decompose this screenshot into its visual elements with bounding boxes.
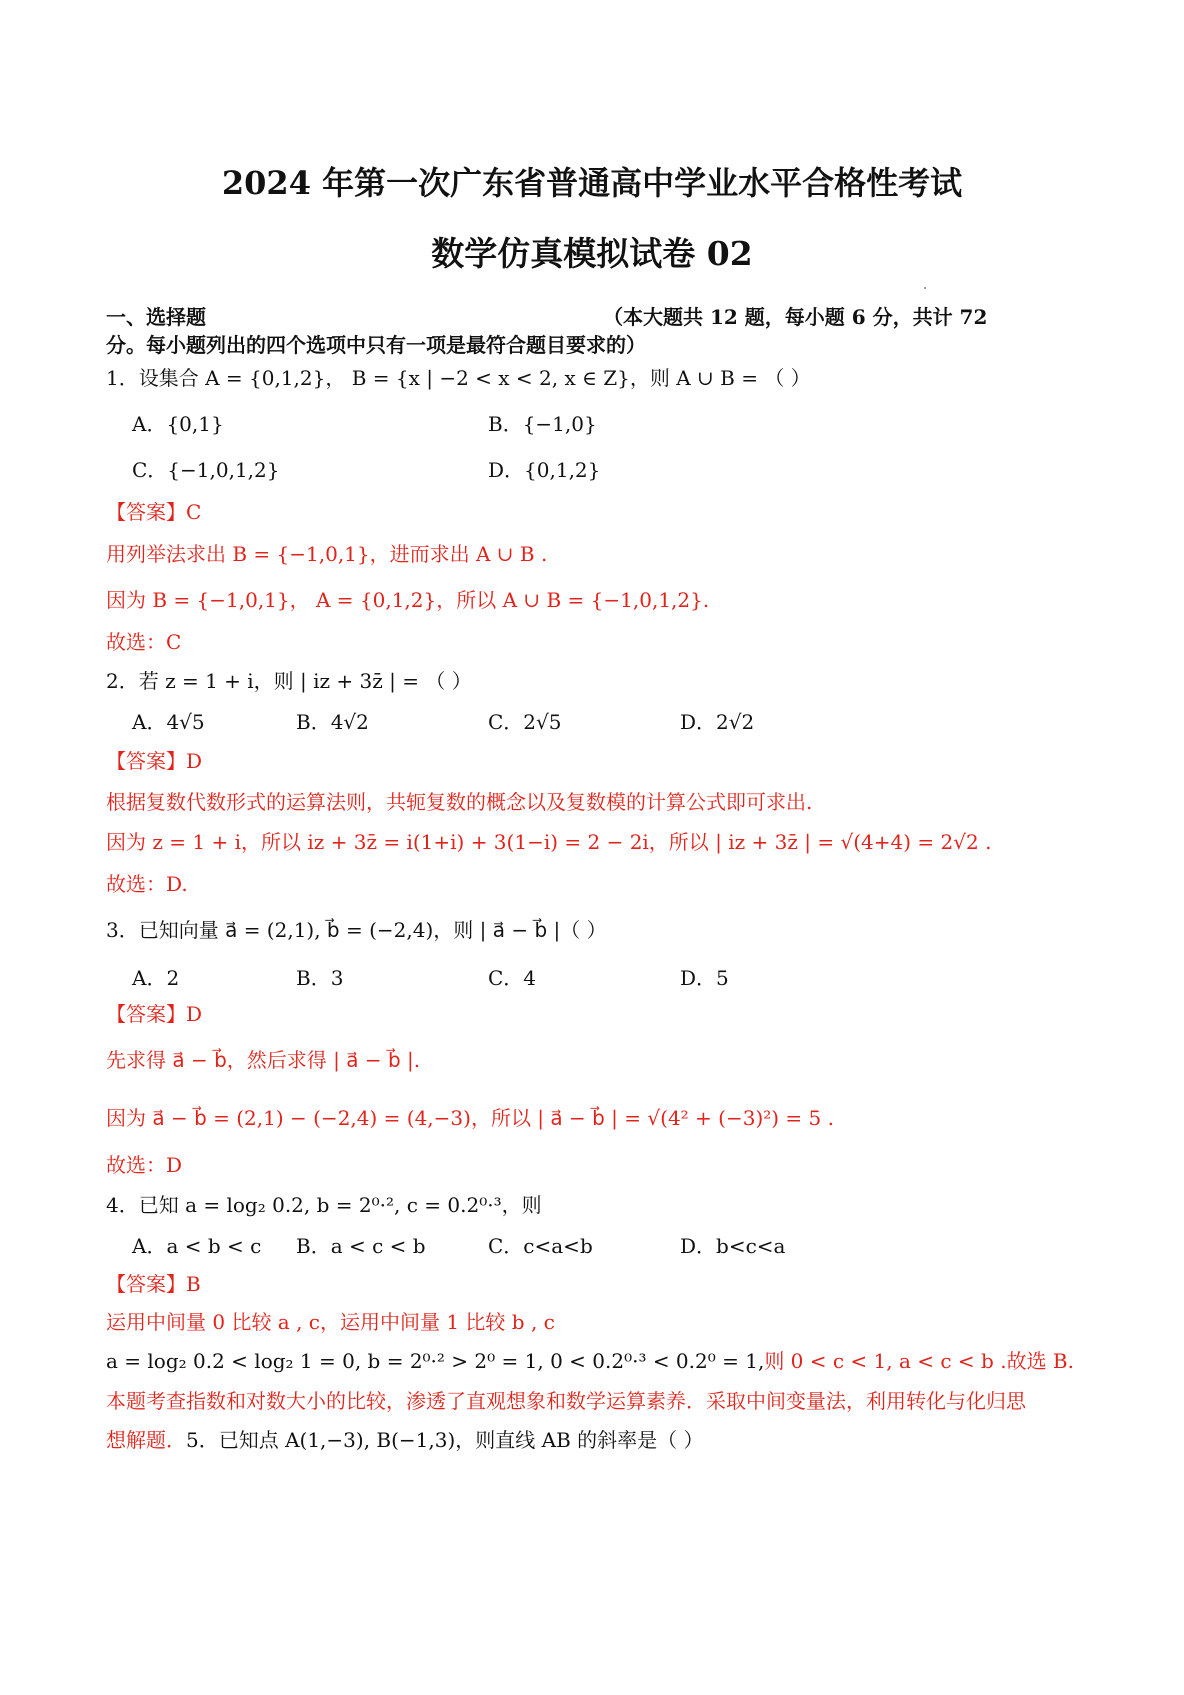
q1-solution: 因为 B = {−1,0,1}， A = {0,1,2}，所以 A ∪ B = {−1,0,1,2}. bbox=[106, 588, 710, 612]
q2-option-c: C．2√5 bbox=[488, 710, 562, 734]
q3-answer: 【答案】D bbox=[106, 1002, 203, 1026]
q4-answer: 【答案】B bbox=[106, 1272, 201, 1296]
q1-option-b: B．{−1,0} bbox=[488, 412, 597, 436]
q2-option-d: D．2√2 bbox=[680, 710, 755, 734]
q1-analysis: 用列举法求出 B = {−1,0,1}，进而求出 A ∪ B . bbox=[106, 542, 548, 566]
q4-solution-black: a = log₂ 0.2 < log₂ 1 = 0, b = 2⁰·² > 2⁰ = 1, 0 < 0.2⁰·³ < 0.2⁰ = 1, bbox=[106, 1349, 765, 1373]
q3-option-c: C．4 bbox=[488, 966, 537, 990]
q1-option-d: D．{0,1,2} bbox=[488, 458, 601, 482]
q4-solution bbox=[106, 1347, 1074, 1375]
q2-option-a: A．4√5 bbox=[132, 710, 205, 734]
q4-stem: 4．已知 a = log₂ 0.2, b = 2⁰·², c = 0.2⁰·³，则 bbox=[106, 1193, 542, 1217]
q3-stem: 3．已知向量 a⃗ = (2,1), b⃗ = (−2,4)，则 | a⃗ − b⃗ |（ ） bbox=[106, 918, 607, 942]
q5-stem: 5．已知点 A(1,−3), B(−1,3)，则直线 AB 的斜率是（ ） bbox=[186, 1428, 704, 1452]
q4-option-b: B．a < c < b bbox=[296, 1234, 426, 1258]
q2-option-b: B．4√2 bbox=[296, 710, 369, 734]
q2-stem: 2．若 z = 1 + i，则 | iz + 3z̄ | = （ ） bbox=[106, 669, 472, 693]
q1-answer: 【答案】C bbox=[106, 500, 202, 524]
q2-conclusion: 故选：D. bbox=[106, 872, 188, 896]
section-heading: 一、选择题 bbox=[106, 305, 206, 329]
q4-analysis: 运用中间量 0 比较 a , c，运用中间量 1 比较 b , c bbox=[106, 1310, 555, 1334]
section-info-cont: 分。每小题列出的四个选项中只有一项是最符合题目要求的） bbox=[106, 333, 646, 357]
q4-solution-red: 则 0 < c < 1, a < c < b .故选 B. bbox=[764, 1349, 1074, 1373]
q3-solution: 因为 a⃗ − b⃗ = (2,1) − (−2,4) = (4,−3)，所以 | a⃗ − b⃗ | = √(4² + (−3)²) = 5 . bbox=[106, 1106, 834, 1130]
q2-solution: 因为 z = 1 + i，所以 iz + 3z̄ = i(1+i) + 3(1−i) = 2 − 2i，所以 | iz + 3z̄ | = √(4+4) = 2√2 . bbox=[106, 830, 992, 854]
scan-speck bbox=[924, 287, 926, 289]
q4-option-a: A．a < b < c bbox=[132, 1234, 262, 1258]
q1-stem: 1．设集合 A = {0,1,2}， B = {x | −2 < x < 2, x ∈ Z}，则 A ∪ B = （ ） bbox=[106, 366, 811, 390]
exam-title: 2024 年第一次广东省普通高中学业水平合格性考试 bbox=[221, 164, 963, 202]
q1-option-c: C．{−1,0,1,2} bbox=[132, 458, 280, 482]
q4-comment-line bbox=[106, 1426, 704, 1454]
q3-option-a: A．2 bbox=[132, 966, 180, 990]
q3-option-b: B．3 bbox=[296, 966, 344, 990]
section-info: （本大题共 12 题，每小题 6 分，共计 72 bbox=[603, 305, 988, 329]
q3-option-d: D．5 bbox=[680, 966, 729, 990]
q3-analysis: 先求得 a⃗ − b⃗，然后求得 | a⃗ − b⃗ |. bbox=[106, 1048, 421, 1072]
q4-comment-cont: 想解题． bbox=[106, 1428, 186, 1452]
q2-answer: 【答案】D bbox=[106, 749, 203, 773]
q3-conclusion: 故选：D bbox=[106, 1153, 183, 1177]
exam-subtitle: 数学仿真模拟试卷 02 bbox=[431, 234, 753, 273]
q1-option-a: A．{0,1} bbox=[132, 412, 224, 436]
q4-comment: 本题考查指数和对数大小的比较，渗透了直观想象和数学运算素养．采取中间变量法，利用转化与化归思 bbox=[106, 1389, 1026, 1413]
q1-conclusion: 故选：C bbox=[106, 630, 182, 654]
q4-option-d: D．b<c<a bbox=[680, 1234, 786, 1258]
q4-option-c: C．c<a<b bbox=[488, 1234, 593, 1258]
q2-analysis: 根据复数代数形式的运算法则，共轭复数的概念以及复数模的计算公式即可求出. bbox=[106, 790, 813, 814]
